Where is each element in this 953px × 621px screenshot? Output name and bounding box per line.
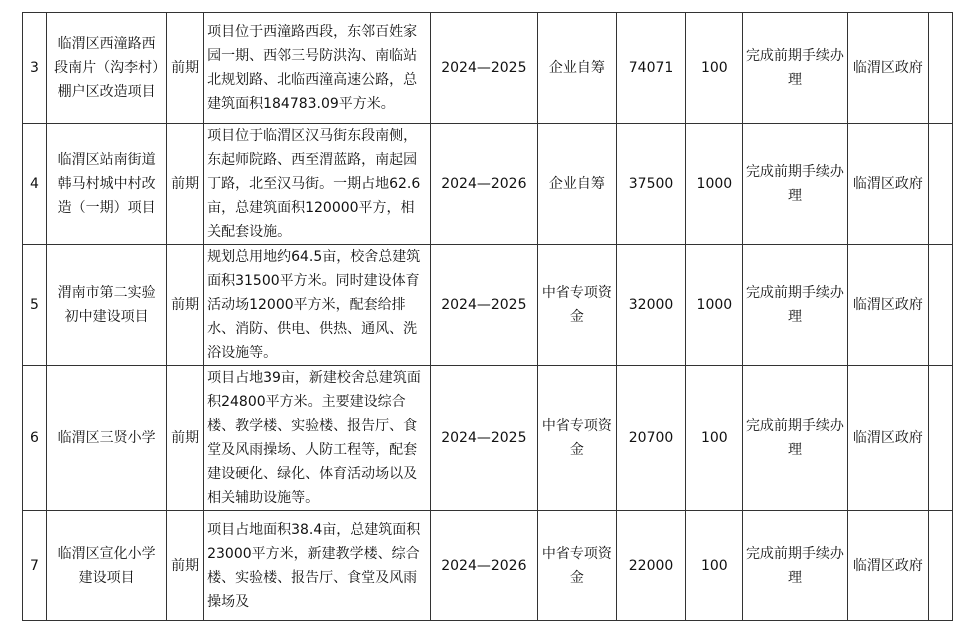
table-row <box>23 245 953 366</box>
total-investment: 37500 <box>616 124 686 245</box>
annual-investment: 1000 <box>686 245 743 366</box>
row-number: 7 <box>23 511 47 621</box>
table-row <box>23 366 953 511</box>
construction-period: 2024—2026 <box>430 511 537 621</box>
project-stage: 前期 <box>167 366 204 511</box>
project-description: 项目位于西潼路西段，东邻百姓家园一期、西邻三号防洪沟、南临站北规划路、北临西潼高速公路，总建筑面积184783.09平方米。 <box>204 13 431 124</box>
project-name: 临渭区站南街道韩马村城中村改造（一期）项目 <box>46 124 166 245</box>
responsible-unit: 临渭区政府 <box>847 366 929 511</box>
responsible-unit: 临渭区政府 <box>847 124 929 245</box>
funding-source: 企业自筹 <box>538 124 617 245</box>
construction-period: 2024—2025 <box>430 245 537 366</box>
table-row <box>23 511 953 621</box>
project-table <box>22 12 953 621</box>
project-description: 项目占地39亩，新建校舍总建筑面积24800平方米。主要建设综合楼、教学楼、实验楼、报告厅、食堂及风雨操场、人防工程等，配套建设硬化、绿化、体育活动场以及相关辅助设施等。 <box>204 366 431 511</box>
annual-investment: 1000 <box>686 124 743 245</box>
row-number: 4 <box>23 124 47 245</box>
row-number: 3 <box>23 13 47 124</box>
project-description: 项目占地面积38.4亩，总建筑面积23000平方米，新建教学楼、综合楼、实验楼、报告厅、食堂及风雨操场及 <box>204 511 431 621</box>
project-description: 项目位于临渭区汉马街东段南侧，东起师院路、西至渭蓝路，南起园丁路，北至汉马街。一期占地62.6亩，总建筑面积120000平方，相关配套设施。 <box>204 124 431 245</box>
progress-target: 完成前期手续办理 <box>743 124 847 245</box>
total-investment: 32000 <box>616 245 686 366</box>
funding-source: 中省专项资金 <box>538 366 617 511</box>
total-investment: 22000 <box>616 511 686 621</box>
funding-source: 中省专项资金 <box>538 511 617 621</box>
project-stage: 前期 <box>167 511 204 621</box>
annual-investment: 100 <box>686 13 743 124</box>
note-cell <box>929 124 953 245</box>
project-stage: 前期 <box>167 245 204 366</box>
note-cell <box>929 511 953 621</box>
responsible-unit: 临渭区政府 <box>847 13 929 124</box>
project-stage: 前期 <box>167 124 204 245</box>
funding-source: 中省专项资金 <box>538 245 617 366</box>
row-number: 5 <box>23 245 47 366</box>
total-investment: 74071 <box>616 13 686 124</box>
progress-target: 完成前期手续办理 <box>743 511 847 621</box>
construction-period: 2024—2026 <box>430 124 537 245</box>
project-name: 临渭区西潼路西段南片（沟李村）棚户区改造项目 <box>46 13 166 124</box>
project-name: 临渭区宣化小学建设项目 <box>46 511 166 621</box>
annual-investment: 100 <box>686 366 743 511</box>
annual-investment: 100 <box>686 511 743 621</box>
table-row <box>23 13 953 124</box>
project-table-container <box>22 12 953 621</box>
project-stage: 前期 <box>167 13 204 124</box>
total-investment: 20700 <box>616 366 686 511</box>
responsible-unit: 临渭区政府 <box>847 245 929 366</box>
table-row <box>23 124 953 245</box>
progress-target: 完成前期手续办理 <box>743 366 847 511</box>
construction-period: 2024—2025 <box>430 366 537 511</box>
progress-target: 完成前期手续办理 <box>743 13 847 124</box>
note-cell <box>929 366 953 511</box>
funding-source: 企业自筹 <box>538 13 617 124</box>
project-name: 临渭区三贤小学 <box>46 366 166 511</box>
construction-period: 2024—2025 <box>430 13 537 124</box>
progress-target: 完成前期手续办理 <box>743 245 847 366</box>
note-cell <box>929 245 953 366</box>
project-description: 规划总用地约64.5亩，校舍总建筑面积31500平方米。同时建设体育活动场12000平方米，配套给排水、消防、供电、供热、通风、洗浴设施等。 <box>204 245 431 366</box>
responsible-unit: 临渭区政府 <box>847 511 929 621</box>
row-number: 6 <box>23 366 47 511</box>
note-cell <box>929 13 953 124</box>
project-name: 渭南市第二实验初中建设项目 <box>46 245 166 366</box>
